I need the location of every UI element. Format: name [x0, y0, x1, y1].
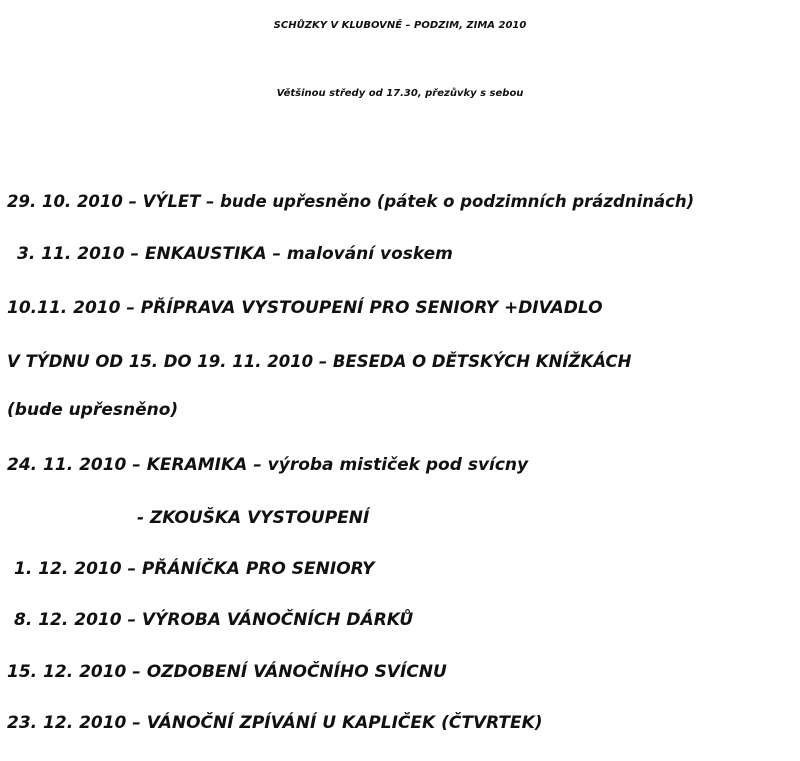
schedule-line: 8. 12. 2010 – VÝROBA VÁNOČNÍCH DÁRKŮ	[14, 610, 414, 630]
document-title: SCHŮZKY V KLUBOVNĚ – PODZIM, ZIMA 2010	[273, 20, 527, 31]
schedule-line: V TÝDNU OD 15. DO 19. 11. 2010 – BESEDA O DĚTSKÝCH KNÍŽKÁCH	[7, 352, 632, 371]
schedule-line: 3. 11. 2010 – ENKAUSTIKA – malování voskem	[17, 244, 453, 264]
schedule-line: 10.11. 2010 – PŘÍPRAVA VYSTOUPENÍ PRO SENIORY +DIVADLO	[7, 298, 603, 318]
schedule-line: 24. 11. 2010 – KERAMIKA – výroba mističek pod svícny	[7, 455, 529, 475]
document-subtitle: Většinou středy od 17.30, přezůvky s sebou	[276, 88, 524, 99]
schedule-subitem: - ZKOUŠKA VYSTOUPENÍ	[137, 508, 370, 528]
schedule-note: (bude upřesněno)	[7, 400, 179, 420]
schedule-line: 1. 12. 2010 – PŘÁNÍČKA PRO SENIORY	[14, 559, 375, 579]
schedule-line: 29. 10. 2010 – VÝLET – bude upřesněno (pátek o podzimních prázdninách)	[7, 192, 695, 211]
schedule-line: 23. 12. 2010 – VÁNOČNÍ ZPÍVÁNÍ U KAPLIČEK (ČTVRTEK)	[7, 713, 543, 733]
schedule-line: 15. 12. 2010 – OZDOBENÍ VÁNOČNÍHO SVÍCNU	[7, 662, 447, 682]
